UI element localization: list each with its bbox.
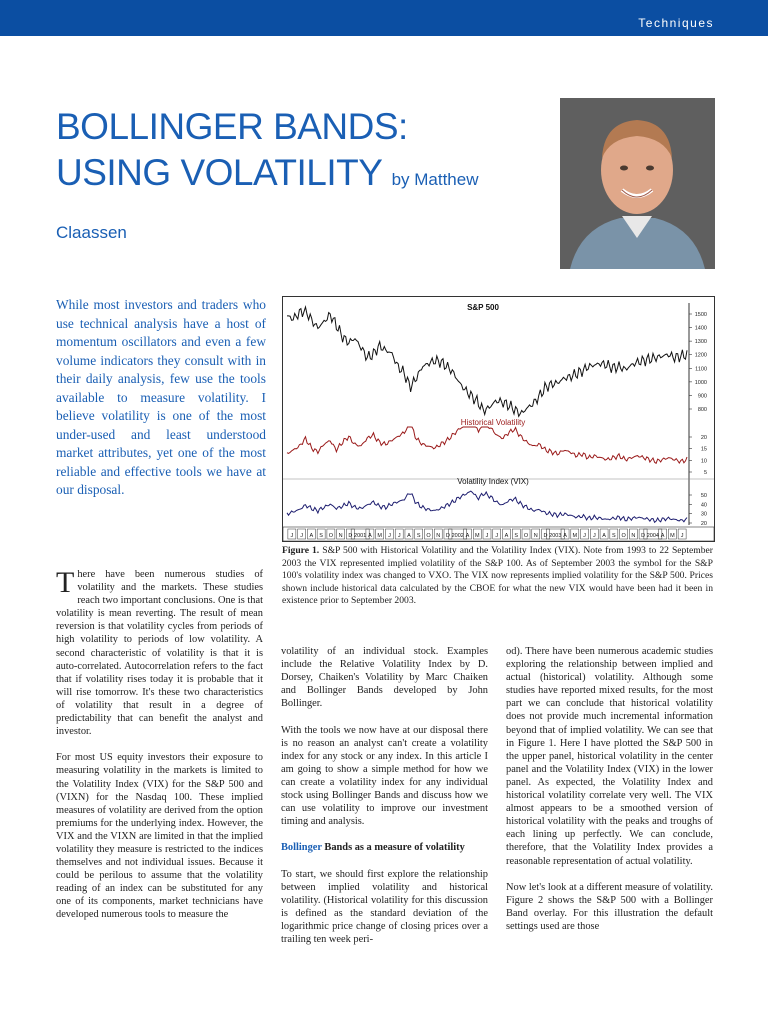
col2-paragraph-2: With the tools we now have at our disposal there is no reason an analyst can't create a volatility index for any stock or any index. In this article I am going to show a simple method for how we can create a volatility index for any individual stock using Bollinger Bands and discuss how we can use volatility to improve our investment timing and analysis.: [281, 724, 488, 828]
x-tick-label: 2001: [354, 533, 367, 539]
figure-caption: [282, 545, 713, 608]
series-line-1: [287, 427, 687, 463]
x-tick-label: J: [485, 533, 489, 539]
article-title: [56, 104, 526, 256]
x-tick-label: M: [377, 533, 382, 539]
caption-text: S&P 500 with Historical Volatility and the Volatility Index (VIX). Note from 1993 to 22 September 2003 the VIX represented implied volatility of the S&P 100. As of September 2003 the symbol for the S&P 100's volatility index was changed to VXO. The VIX now represents implied volatility for the S&P 500. Prices shown include historical data calculated by the CBOE for what the new VIX would have been had it been in existence prior to September 2003.: [282, 545, 713, 606]
x-tick-label: M: [670, 533, 675, 539]
x-tick-label: D: [543, 533, 548, 539]
subhead-blue-word: Bollinger: [281, 842, 322, 854]
y-tick-label: 40: [700, 502, 707, 509]
figure-1-chart: [282, 296, 715, 542]
y-tick-label: 20: [700, 435, 707, 441]
col3-paragraph-1: od). There have been numerous academic studies exploring the relationship between implied and actual (historical) volatility. Although some studies have reported mixed results, for the most part we can conclude that historical volatility does not provide much incremental information beyond that of implied volatility. We can see that in Figure 1. Here I have plotted the S&P 500 in the upper panel, historical volatility in the center panel and the Volatility Index (VIX) in the lower panel. As expected, the Volatility Index and historical volatility correlate very well. The VIX almost appears to be a smoothed version of historical volatility with the peaks and troughs of each lining up perfectly. We can conclude, therefore, that the Volatility Index provides a reasonable representation of actual volatility.: [506, 646, 713, 867]
col1-paragraph-2: For most US equity investors their exposure to measuring volatility in the markets is limited to the Volatility Index (VIX) for the S&P 500 and (VIXN) for the Nasdaq 100. These implied measures of volatility are derived from the option premiums for the underlying index. However, the VIX and the VIXN are limited in that the implied volatility they measure is restricted to the indices themselves and not individual issues. Because it could be perilous to assume that the volatility reading of an index can be substituted for any one of its components, market technicians have developed numerous tools to measure the: [56, 752, 263, 921]
body-column-2: [281, 645, 488, 959]
x-tick-label: D: [445, 533, 450, 539]
x-tick-label: A: [602, 533, 606, 539]
x-tick-label: 2002: [451, 533, 464, 539]
y-tick-label: 15: [700, 446, 707, 453]
panel-title-0: S&P 500: [467, 303, 499, 312]
body-column-3: [506, 645, 713, 946]
x-tick-label: 2003: [549, 533, 562, 539]
x-tick-label: J: [290, 533, 294, 539]
x-tick-label: J: [680, 533, 684, 539]
x-tick-label: S: [416, 533, 421, 539]
x-tick-label: J: [300, 533, 304, 539]
y-tick-label: 1200: [694, 352, 707, 359]
x-tick-label: N: [533, 533, 538, 539]
y-tick-label: 10: [700, 458, 707, 465]
y-tick-label: 900: [697, 393, 707, 400]
chart-svg: [283, 297, 714, 541]
y-tick-label: 1300: [694, 339, 707, 346]
y-tick-label: 50: [700, 493, 707, 499]
author-photo: [560, 98, 715, 269]
title-line-2: USING VOLATILITY: [56, 152, 382, 193]
x-tick-label: N: [631, 533, 636, 539]
x-tick-label: A: [465, 533, 470, 539]
x-tick-label: A: [368, 533, 372, 539]
y-tick-label: 1100: [695, 366, 707, 373]
y-tick-label: 30: [700, 511, 707, 518]
x-tick-label: O: [426, 533, 431, 539]
col1-paragraph-1: here have been numerous studies of volatility and the markets. These studies reach two important conclusions. One is that volatility is mean reverting. The result of mean reversion is that volatility cycles from periods of high volatility to periods of low volatility. A second characteristic of volatility is that it is auto-correlated. Autocorrelation refers to the fact that if volatility rises today it is probable that it will rise tomorrow. It's these two characteristics of volatility that result in a degree of predictability that can benefit the analyst and investor.: [56, 569, 263, 738]
col2-paragraph-1: volatility of an individual stock. Examples include the Relative Volatility Index by D. Dorsey, Chaiken's Volatility by Marc Chaiken and Bollinger Bands developed by John Bollinger.: [281, 646, 488, 710]
intro-paragraph: While most investors and traders who use technical analysis have a host of momentum oscillators and even a few volume indicators they consult with in their daily analysis, few use the tools available to measure volatility. I believe volatility is one of the most under-used and least understood market attributes, yet one of the most reliable and effective tools we have at our disposal.: [56, 297, 266, 497]
x-tick-label: M: [572, 533, 578, 539]
x-tick-label: D: [641, 533, 646, 539]
x-tick-label: 2004: [646, 533, 659, 539]
byline: by Matthew Claassen: [56, 170, 479, 242]
x-tick-label: J: [495, 533, 499, 539]
x-tick-label: A: [407, 533, 411, 539]
series-line-0: [287, 307, 687, 416]
x-tick-label: O: [328, 533, 334, 539]
y-tick-label: 5: [703, 470, 707, 476]
x-tick-label: J: [388, 533, 391, 539]
x-tick-label: J: [397, 533, 401, 539]
x-tick-label: J: [592, 533, 596, 539]
drop-cap: T: [56, 566, 75, 599]
panel-title-1: Historical Volatility: [460, 418, 526, 427]
x-tick-label: A: [504, 533, 509, 539]
body-column-1: [56, 568, 263, 935]
header-bar: [0, 0, 768, 36]
x-tick-label: N: [338, 533, 343, 539]
title-line-1: BOLLINGER BANDS:: [56, 106, 408, 147]
x-tick-label: A: [660, 533, 665, 539]
x-tick-label: O: [523, 533, 529, 539]
panel-title-2: Volatility Index (VIX): [457, 477, 529, 486]
y-tick-label: 1500: [694, 312, 707, 318]
x-tick-label: S: [319, 533, 323, 539]
x-tick-label: S: [514, 533, 519, 539]
col3-paragraph-2: Now let's look at a different measure of volatility. Figure 2 shows the S&P 500 with a Bollinger Band overlay. For this illustration the default settings used are those: [506, 881, 713, 932]
x-tick-label: A: [309, 533, 314, 539]
x-tick-label: A: [563, 533, 567, 539]
y-tick-label: 800: [697, 407, 707, 413]
x-tick-label: M: [474, 533, 480, 539]
x-tick-label: N: [436, 533, 441, 539]
col2-paragraph-3: To start, we should first explore the relationship between implied volatility and historical volatility. (Historical volatility for this discussion is defined as the standard deviation of the logarithmic price change of closing prices over a trailing ten week peri-: [281, 868, 488, 946]
y-tick-label: 1400: [694, 325, 707, 332]
y-tick-label: 1000: [694, 379, 707, 386]
x-tick-label: D: [348, 533, 353, 539]
caption-label: Figure 1.: [282, 545, 320, 556]
series-line-2: [287, 491, 687, 522]
x-tick-label: J: [583, 533, 586, 539]
x-tick-label: O: [621, 533, 626, 539]
author-portrait-image: [560, 98, 715, 269]
subhead-rest: Bands as a measure of volatility: [321, 842, 465, 854]
section-label: Techniques: [638, 16, 714, 30]
y-tick-label: 20: [700, 521, 707, 527]
col2-subhead: [281, 841, 488, 854]
x-tick-label: S: [611, 533, 616, 539]
